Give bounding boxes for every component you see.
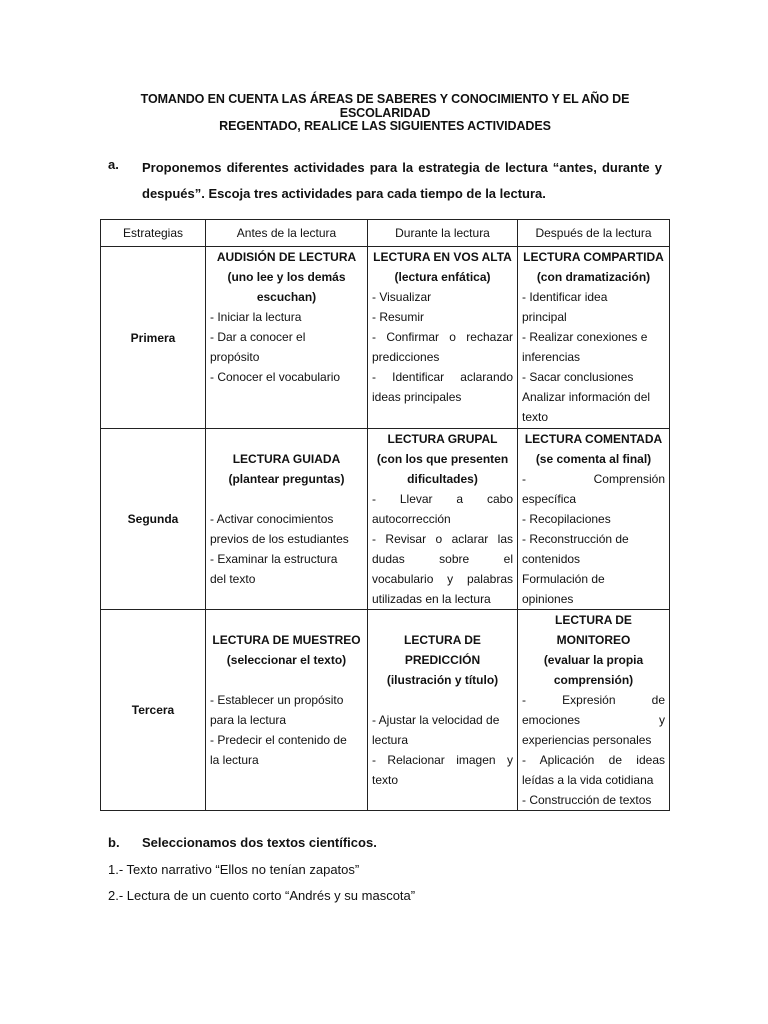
list-item: - Visualizar [372,290,432,304]
list-item: - Examinar la estructura [210,552,338,566]
header-despues: Después de la lectura [518,220,670,247]
cell-title: PREDICCIÓN [404,653,481,667]
section-b-heading: Seleccionamos dos textos científicos. [142,835,377,850]
cell-title: AUDISIÓN DE LECTURA [216,250,357,264]
list-item: opiniones [522,592,574,606]
table-header-row [101,220,670,247]
list-item: leídas a la vida cotidiana [522,773,654,787]
cell-title: LECTURA GRUPAL [387,432,498,446]
cell-title: escuchan) [256,290,317,304]
list-item: - Resumir [372,310,425,324]
list-item: para la lectura [210,713,287,727]
list-item: emociones y [522,713,665,727]
cell-tercera-durante [368,610,518,811]
list-item: - Revisar o aclarar las [372,532,513,546]
list-item: - Identificar idea [522,290,608,304]
list-item: - Identificar aclarando [372,370,513,384]
list-item: - Establecer un propósito [210,693,344,707]
cell-title: LECTURA EN VOS ALTA [373,250,512,264]
text-list-item: 1.- Texto narrativo “Ellos no tenían zapatos” [108,862,360,877]
list-item: - Ajustar la velocidad de [372,713,500,727]
table-row [101,610,670,811]
list-item: - Construcción de textos [522,793,652,807]
section-a-letter: a. [108,157,119,172]
cell-tercera-antes [206,610,368,811]
list-item: experiencias personales [522,733,652,747]
list-item: autocorrección [372,512,451,526]
list-item: propósito [210,350,260,364]
cell-title: (con los que presenten [376,452,509,466]
cell-title: LECTURA DE [555,613,632,627]
cell-primera-despues [518,247,670,429]
cell-title: LECTURA DE MUESTREO [212,633,361,647]
cell-title: dificultades) [407,472,478,486]
table-row [101,247,670,429]
section-a-instructions: Proponemos diferentes actividades para la estrategia de lectura “antes, durante y después”. Escoja tres actividades para cada tiempo de la lectura. [142,160,662,201]
list-item: - Conocer el vocabulario [210,370,341,384]
list-item: - Sacar conclusiones [522,370,634,384]
cell-primera-durante [368,247,518,429]
list-item: del texto [210,572,256,586]
list-item: - Realizar conexiones e [522,330,648,344]
header-durante: Durante la lectura [368,220,518,247]
section-b-letter: b. [108,835,120,850]
list-item: - Predecir el contenido de [210,733,347,747]
row-label-primera: Primera [101,247,206,429]
cell-title: (con dramatización) [536,270,651,284]
text-list-item: 2.- Lectura de un cuento corto “Andrés y su mascota” [108,888,416,903]
row-label-tercera: Tercera [101,610,206,811]
cell-tercera-despues [518,610,670,811]
list-item: texto [372,773,399,787]
list-item: específica [522,492,577,506]
list-item: - Recopilaciones [522,512,611,526]
cell-title: MONITOREO [556,633,631,647]
list-item: - Expresión de [522,693,665,707]
table-row [101,429,670,610]
cell-title: (plantear preguntas) [228,472,345,486]
list-item: - Activar conocimientos [210,512,334,526]
list-item: - Aplicación de ideas [522,753,665,767]
cell-title: LECTURA COMPARTIDA [523,250,664,264]
cell-title: LECTURA GUIADA [232,452,341,466]
document-title-line-1: TOMANDO EN CUENTA LAS ÁREAS DE SABERES Y CONOCIMIENTO Y EL AÑO DE ESCOLARIDAD [140,92,630,120]
cell-title: (lectura enfática) [394,270,491,284]
list-item: - Llevar a cabo [372,492,513,506]
cell-title: LECTURA DE [404,633,481,647]
header-antes: Antes de la lectura [206,220,368,247]
strategies-table [100,219,670,811]
list-item: inferencias [522,350,581,364]
cell-primera-antes [206,247,368,429]
list-item: la lectura [210,753,259,767]
list-item: contenidos [522,552,581,566]
document-title-line-2: REGENTADO, REALICE LAS SIGUIENTES ACTIVIDADES [219,119,551,133]
cell-title: (seleccionar el texto) [226,653,347,667]
cell-title: comprensión) [553,673,634,687]
list-item: lectura [372,733,409,747]
list-item: - Confirmar o rechazar [372,330,513,344]
list-item: principal [522,310,567,324]
cell-title: LECTURA COMENTADA [524,432,663,446]
cell-title: (uno lee y los demás [227,270,346,284]
list-item: utilizadas en la lectura [372,592,491,606]
row-label-segunda: Segunda [101,429,206,610]
list-item: vocabulario y palabras [372,572,513,586]
list-item: ideas principales [372,390,462,404]
cell-segunda-durante [368,429,518,610]
cell-segunda-antes [206,429,368,610]
header-estrategias: Estrategias [101,220,206,247]
list-item: - Reconstrucción de [522,532,629,546]
list-item: texto [522,410,549,424]
list-item: previos de los estudiantes [210,532,349,546]
list-item: predicciones [372,350,440,364]
list-item: - Comprensión [522,472,665,486]
list-item: dudas sobre el [372,552,513,566]
list-item: Formulación de [522,572,605,586]
list-item: Analizar información del [522,390,651,404]
cell-title: (evaluar la propia [543,653,644,667]
cell-segunda-despues [518,429,670,610]
list-item: - Relacionar imagen y [372,753,513,767]
cell-title: (se comenta al final) [535,452,652,466]
list-item: - Iniciar la lectura [210,310,302,324]
cell-title: (ilustración y título) [386,673,499,687]
list-item: - Dar a conocer el [210,330,306,344]
